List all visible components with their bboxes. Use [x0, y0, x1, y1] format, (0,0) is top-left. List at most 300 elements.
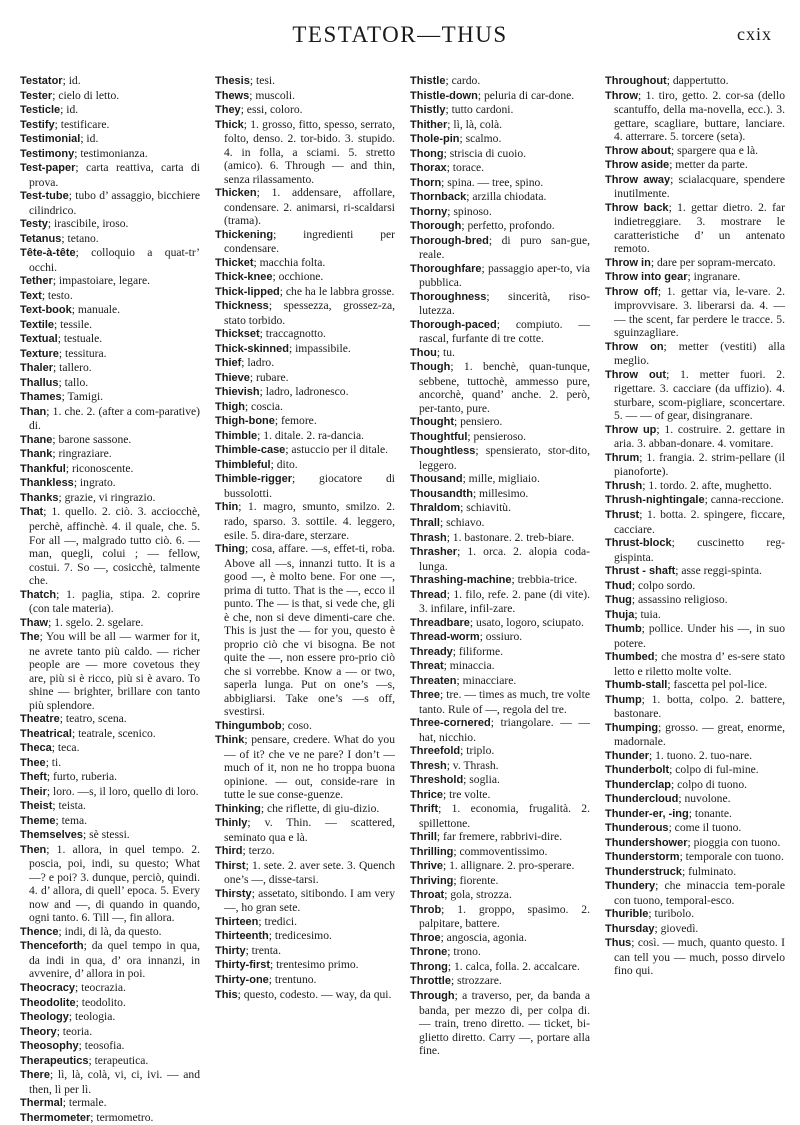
entry-translation: ; teocrazia.: [75, 981, 126, 994]
entry-headword: Tester: [20, 89, 53, 102]
dictionary-entry: [215, 256, 395, 271]
entry-translation: ; di puro san-gue, reale.: [419, 233, 590, 262]
dictionary-entry: [215, 500, 395, 542]
entry-headword: Thimbleful: [215, 458, 271, 471]
dictionary-entry: [410, 545, 590, 573]
entry-translation: ; teca.: [51, 741, 80, 755]
dictionary-entry: [410, 531, 590, 546]
entry-headword: Testator: [20, 75, 63, 87]
entry-translation: ; strozzare.: [450, 974, 502, 988]
entry-translation: ; nuvolone.: [678, 792, 731, 806]
dictionary-entry: [605, 508, 785, 536]
entry-headword: Thaw: [20, 616, 49, 629]
entry-headword: Thin: [215, 501, 239, 514]
entry-headword: Thirst: [215, 859, 246, 872]
entry-translation: ; ingrato.: [73, 476, 116, 490]
entry-headword: Tetanus: [20, 232, 62, 245]
dictionary-entry: [215, 371, 395, 386]
dictionary-entry: [20, 232, 200, 247]
entry-headword: Thumb: [605, 623, 642, 636]
dictionary-entry: [410, 630, 590, 645]
dictionary-entry: [215, 414, 395, 429]
entry-translation: ; teista.: [52, 799, 86, 813]
entry-translation: ; spinoso.: [447, 204, 492, 218]
entry-headword: Tether: [20, 275, 53, 288]
entry-translation: ; irascibile, iroso.: [47, 217, 129, 231]
entry-headword: Thinking: [215, 802, 261, 815]
dictionary-entry: [215, 958, 395, 973]
entry-translation: ; a traverso, per, da banda a banda, per mezzo di, per colpa di. — train, treno diretto. — ticket, bi-glietto diretto. Carry —, portare alla fine.: [419, 989, 590, 1058]
entry-headword: Thousand: [410, 473, 463, 486]
dictionary-entry: [410, 744, 590, 759]
dictionary-entry: [605, 622, 785, 650]
dictionary-entry: [605, 693, 785, 721]
entry-headword: Thickset: [215, 328, 260, 341]
entry-translation: ; 1. calca, folla. 2. accalcare.: [447, 959, 580, 973]
entry-headword: Textual: [20, 333, 58, 346]
dictionary-entry: [605, 879, 785, 907]
dictionary-entry: [20, 630, 200, 712]
entry-headword: Thermal: [20, 1097, 63, 1110]
entry-headword: Thinly: [215, 817, 248, 830]
entry-headword: Their: [20, 785, 47, 798]
dictionary-entry: [410, 773, 590, 788]
dictionary-entry: [20, 981, 200, 996]
dictionary-entry: [605, 836, 785, 851]
dictionary-entry: [215, 929, 395, 944]
entry-translation: ; asse reggi-spinta.: [675, 564, 762, 578]
entry-headword: Thirteenth: [215, 930, 269, 943]
dictionary-entry: [215, 915, 395, 930]
dictionary-entry: [20, 303, 200, 318]
dictionary-entry: [20, 332, 200, 347]
entry-headword: Threshold: [410, 774, 464, 787]
dictionary-entry: [410, 659, 590, 674]
entry-headword: Thorough-paced: [410, 318, 497, 331]
entry-headword: Thimble: [215, 429, 258, 442]
entry-translation: ; così. — much, quanto questo. I can tell you — much, posso dirvelo fino qui.: [614, 936, 785, 978]
entry-translation: ; colloquio a quat-tr’ occhi.: [29, 246, 200, 274]
entry-translation: ; tubo d’ assaggio, bicchiere cilindrico.: [29, 189, 200, 217]
entry-translation: ; compiuto. — rascal, furfante di tre cotte.: [419, 317, 590, 346]
entry-headword: Throe: [410, 931, 441, 944]
dictionary-entry: [20, 1025, 200, 1040]
dictionary-entry: [215, 719, 395, 734]
entry-translation: ; 1. frangia. 2. strim-pellare (il pianoforte).: [614, 450, 785, 479]
dictionary-entry: [410, 974, 590, 989]
dictionary-entry: [410, 616, 590, 631]
entry-headword: Thumping: [605, 721, 659, 734]
entry-translation: ; 1. gettar dietro. 2. far indietreggiare. 3. mostrare le caratteristiche d’ un antenato remoto.: [614, 200, 786, 256]
entry-translation: ; pensiero.: [453, 415, 503, 429]
entry-translation: ; turibolo.: [648, 907, 695, 921]
entry-translation: ; passaggio aper-to, via pubblica.: [419, 261, 590, 290]
entry-headword: Thug: [605, 594, 632, 607]
entry-headword: Thick-lipped: [215, 285, 280, 298]
entry-translation: ; 1. paglia, stipa. 2. coprire (con tale materia).: [29, 587, 200, 616]
entry-headword: Throw away: [605, 173, 671, 186]
entry-headword: Thunder-er, -ing: [605, 807, 689, 820]
entry-headword: Thesis: [215, 75, 250, 87]
entry-translation: ; assetato, sitibondo. I am very —, ho gran sete.: [224, 886, 395, 915]
entry-translation: ; fiorente.: [453, 873, 499, 887]
entry-translation: ; canna-reccione.: [704, 493, 784, 507]
dictionary-entry: [410, 318, 590, 346]
entry-headword: Testimony: [20, 147, 75, 160]
entry-translation: ; terzo.: [242, 844, 275, 858]
entry-headword: Thrall: [410, 516, 440, 529]
entry-translation: ; tutto cardoni.: [445, 103, 514, 117]
entry-headword: Thornback: [410, 191, 467, 204]
dictionary-entry: [410, 74, 590, 89]
entry-translation: ; v. Thrash.: [446, 758, 499, 772]
entry-headword: Thrift: [410, 803, 439, 816]
dictionary-entry: [215, 103, 395, 118]
dictionary-entry: [605, 807, 785, 822]
entry-translation: ; traccagnotto.: [259, 327, 326, 341]
entry-translation: ; 1. sete. 2. aver sete. 3. Quench one’s —, disse-tarsi.: [224, 858, 395, 887]
entry-headword: Theist: [20, 800, 53, 813]
dictionary-entry: [605, 850, 785, 865]
dictionary-entry: [605, 763, 785, 778]
entry-translation: ; cuscinetto reg-gispinta.: [614, 536, 785, 564]
dictionary-entry: [20, 118, 200, 133]
entry-translation: ; 1. che. 2. (after a com-parative) di.: [29, 404, 200, 433]
entry-headword: Throw in: [605, 256, 651, 269]
dictionary-entry: [215, 342, 395, 357]
entry-translation: ; dare per sopram-mercato.: [650, 255, 776, 269]
entry-translation: ; 1. metter fuori. 2. rigettare. 3. cacciare (da uffizio). 4. sturbare, scom-pigliare, sconcertare. 5. — — of gear, disingranare.: [614, 367, 785, 423]
dictionary-entry: [215, 988, 395, 1003]
entry-headword: Testify: [20, 118, 55, 131]
dictionary-entry: [410, 219, 590, 234]
entry-headword: Thickness: [215, 300, 269, 313]
entry-translation: ; temporale con tuono.: [679, 850, 784, 864]
dictionary-entry: [20, 476, 200, 491]
dictionary-entry: [20, 376, 200, 391]
entry-headword: Thrush-nightingale: [605, 494, 705, 507]
dictionary-entry: [410, 716, 590, 744]
dictionary-entry: [215, 356, 395, 371]
dictionary-entry: [605, 89, 785, 144]
entry-headword: Than: [20, 405, 47, 418]
dictionary-entry: [410, 945, 590, 960]
dictionary-entry: [20, 712, 200, 727]
dictionary-entry: [410, 903, 590, 931]
entry-translation: ; ladro, ladronesco.: [259, 385, 349, 399]
entry-translation: ; testuale.: [57, 332, 103, 346]
entry-translation: ; tallero.: [53, 361, 92, 375]
dictionary-entry: [20, 103, 200, 118]
entry-translation: ; tetano.: [61, 231, 99, 245]
dictionary-entry: [605, 936, 785, 978]
entry-translation: ; tallo.: [58, 375, 89, 389]
entry-headword: Thallus: [20, 376, 59, 389]
entry-translation: ; barone sassone.: [52, 432, 132, 446]
entry-translation: ; mille, migliaio.: [462, 472, 540, 486]
entry-headword: Thigh-bone: [215, 415, 275, 428]
entry-translation: ; teosofia.: [78, 1039, 125, 1053]
dictionary-entry: [20, 996, 200, 1011]
entry-translation: ; dito.: [270, 457, 298, 471]
dictionary-entry: [215, 816, 395, 844]
entry-headword: Thistly: [410, 104, 446, 117]
entry-translation: ; spina. — tree, spino.: [441, 175, 544, 189]
entry-translation: ; fulminato.: [682, 864, 737, 878]
dictionary-entry: [20, 1096, 200, 1111]
dictionary-entry: [605, 792, 785, 807]
dictionary-entry: [605, 536, 785, 564]
entry-translation: ; peluria di car-done.: [477, 88, 575, 102]
entry-translation: ; teodolito.: [75, 995, 126, 1009]
entry-headword: They: [215, 104, 241, 117]
entry-headword: Thimble-rigger: [215, 473, 293, 486]
entry-translation: ; ringraziare.: [52, 447, 112, 461]
entry-translation: ; come il tuono.: [668, 821, 742, 835]
dictionary-entry: [20, 1111, 200, 1125]
entry-translation: ; spessezza, grossez-za, stato torbido.: [224, 299, 395, 327]
entry-headword: Thane: [20, 433, 53, 446]
entry-translation: ; tessile.: [54, 317, 93, 331]
entry-headword: Thraldom: [410, 502, 461, 515]
entry-headword: Testicle: [20, 104, 61, 117]
entry-translation: ; commoventissimo.: [453, 844, 548, 858]
entry-headword: Throw into gear: [605, 271, 688, 284]
dictionary-entry: [605, 423, 785, 451]
entry-headword: Thorny: [410, 205, 448, 218]
entry-translation: ; cosa, affare. —s, effet-ti, roba. Above all —s, innanzi tutto. It is a good —, è molto bene. For one —, prima di tutto. That is the —, ecco il punto. The — is that, si vede che, gli è che, non si deve dimenti-care che. This is just the — for you, questo è proprio ciò che vi bisogna. Be not quite the —, non essere pro-prio ciò che si vorrebbe. Know a — or two, saperla lunga. Put on one’s —s, abbigliarsi. Take one’s —s off, svestirsi.: [224, 542, 395, 719]
dictionary-entry: [20, 1010, 200, 1025]
dictionary-entry: [410, 290, 590, 318]
entry-headword: Thanks: [20, 491, 59, 504]
entry-headword: Themselves: [20, 829, 83, 842]
entry-headword: Theft: [20, 771, 47, 784]
entry-headword: Thank: [20, 448, 53, 461]
entry-translation: ; manuale.: [71, 303, 121, 317]
entry-translation: ; giocatore di bussolotti.: [224, 472, 395, 500]
entry-translation: ; angoscia, agonia.: [440, 930, 527, 944]
entry-headword: Think: [215, 734, 245, 747]
entry-headword: Thoughtless: [410, 445, 476, 458]
entry-translation: ; ti.: [45, 755, 62, 769]
entry-headword: Thready: [410, 645, 453, 658]
dictionary-entry: [410, 346, 590, 361]
column-2: [215, 74, 395, 1110]
entry-translation: ; spensierato, stor-dito, leggero.: [419, 444, 590, 472]
dictionary-entry: [410, 588, 590, 616]
dictionary-entry: [605, 368, 785, 423]
entry-headword: Thole-pin: [410, 133, 460, 146]
entry-translation: ; torace.: [446, 161, 485, 175]
entry-translation: ; id.: [80, 132, 99, 146]
dictionary-entry: [20, 433, 200, 448]
entry-translation: ; You will be all — warmer for it, ne avrete tanto più caldo. — richer people are — more covetous they are, più si è ricco, più si è avaro. To shine — brighter, brillare con tanto più splendore.: [29, 630, 200, 712]
entry-headword: This: [215, 988, 238, 1001]
entry-headword: Thieve: [215, 371, 250, 384]
dictionary-entry: [410, 573, 590, 588]
entry-translation: ; trono.: [447, 945, 481, 959]
dictionary-entry: [20, 785, 200, 800]
entry-columns: [20, 74, 790, 1124]
entry-headword: Thump: [605, 693, 642, 706]
entry-translation: ; rubare.: [249, 370, 289, 384]
column-4: [605, 74, 785, 1110]
dictionary-entry: [605, 173, 785, 201]
dictionary-entry: [215, 542, 395, 719]
dictionary-entry: [410, 190, 590, 205]
entry-headword: Thundery: [605, 880, 656, 893]
entry-headword: Thud: [605, 579, 632, 592]
dictionary-entry: [20, 189, 200, 217]
dictionary-entry: [410, 360, 590, 415]
entry-translation: ; impastoiare, legare.: [52, 274, 151, 288]
dictionary-entry: [20, 814, 200, 829]
entry-headword: Thong: [410, 147, 444, 160]
dictionary-entry: [410, 688, 590, 716]
entry-headword: Throng: [410, 960, 448, 973]
dictionary-entry: [215, 327, 395, 342]
dictionary-entry: [20, 390, 200, 405]
dictionary-entry: [605, 285, 785, 340]
entry-headword: Thick-skinned: [215, 342, 289, 355]
dictionary-entry: [410, 430, 590, 445]
entry-headword: Throw up: [605, 423, 657, 436]
entry-headword: Thatch: [20, 588, 57, 601]
dictionary-entry: [215, 89, 395, 104]
entry-headword: Throw off: [605, 285, 658, 298]
entry-translation: ; usato, logoro, sciupato.: [469, 615, 584, 629]
entry-headword: Thews: [215, 89, 250, 102]
entry-headword: Thriving: [410, 874, 454, 887]
entry-translation: ; sè stessi.: [82, 828, 130, 842]
entry-translation: ; termometro.: [90, 1110, 154, 1124]
entry-headword: Thickening: [215, 228, 274, 241]
entry-headword: Thick: [215, 118, 244, 131]
entry-translation: ; trentesimo primo.: [270, 958, 359, 972]
entry-translation: ; v. Thin. — scattered, seminato qua e là.: [224, 816, 395, 844]
dictionary-entry: [605, 678, 785, 693]
entry-headword: Thread-worm: [410, 631, 480, 644]
entry-translation: ; tre volte.: [443, 787, 491, 801]
entry-headword: Through: [410, 990, 455, 1002]
dictionary-entry: [20, 361, 200, 376]
entry-translation: ; carta reattiva, carta di prova.: [29, 161, 200, 189]
entry-headword: Throb: [410, 903, 442, 916]
dictionary-entry: [20, 89, 200, 104]
dictionary-entry: [215, 802, 395, 817]
entry-translation: ; spargere qua e là.: [671, 143, 759, 157]
entry-translation: ; pensieroso.: [467, 429, 527, 443]
dictionary-entry: [605, 907, 785, 922]
entry-translation: ; ossiuro.: [479, 630, 523, 644]
entry-headword: Thrice: [410, 788, 444, 801]
entry-headword: Threaten: [410, 674, 457, 687]
entry-headword: Thee: [20, 756, 46, 769]
entry-headword: Thoroughness: [410, 290, 487, 303]
entry-translation: ; macchia folta.: [253, 255, 326, 269]
dictionary-entry: [410, 415, 590, 430]
entry-headword: Theocracy: [20, 982, 76, 994]
entry-headword: Threadbare: [410, 616, 470, 629]
entry-headword: Theatre: [20, 713, 60, 726]
dictionary-entry: [20, 799, 200, 814]
entry-translation: ; lì, là, colà, vi, ci, ivi. — and then, lì per lì.: [29, 1068, 200, 1096]
entry-headword: Thundercloud: [605, 793, 679, 806]
entry-translation: ; terapeutica.: [88, 1053, 149, 1067]
entry-headword: Thither: [410, 118, 448, 131]
dictionary-entry: [410, 444, 590, 472]
dictionary-entry: [410, 859, 590, 874]
dictionary-entry: [605, 256, 785, 271]
dictionary-entry: [215, 458, 395, 473]
dictionary-entry: [410, 960, 590, 975]
dictionary-entry: [410, 874, 590, 889]
entry-headword: Thorough-bred: [410, 234, 489, 247]
entry-translation: ; tesi.: [249, 74, 275, 87]
entry-headword: Thrill: [410, 831, 437, 844]
dictionary-entry: [20, 274, 200, 289]
entry-translation: ; astuccio per il ditale.: [285, 443, 389, 457]
entry-headword: Theca: [20, 742, 52, 755]
entry-headword: That: [20, 506, 44, 519]
dictionary-entry: [20, 828, 200, 843]
entry-translation: ; 1. ditale. 2. ra-dancia.: [257, 428, 365, 442]
entry-translation: ; testimonianza.: [74, 146, 148, 160]
dictionary-entry: [410, 487, 590, 502]
entry-translation: ; grazie, vi ringrazio.: [58, 490, 156, 504]
entry-translation: ; da quel tempo in qua, da indi in qua, d’ ora innanzi, in avvenire, d’ allora in poi.: [29, 939, 200, 981]
entry-headword: Text: [20, 289, 42, 302]
dictionary-entry: [20, 1068, 200, 1096]
entry-headword: Therapeutics: [20, 1054, 89, 1067]
dictionary-entry: [410, 234, 590, 262]
entry-headword: Thaler: [20, 362, 54, 375]
entry-translation: ; 1. botta. 2. spingere, ficcare, cacciare.: [614, 507, 785, 536]
entry-headword: Though: [410, 361, 451, 374]
dictionary-entry: [20, 462, 200, 477]
dictionary-entry: [215, 285, 395, 300]
entry-translation: ; metter da parte.: [669, 158, 748, 172]
entry-headword: Test-tube: [20, 190, 69, 203]
entry-translation: ; tessitura.: [58, 346, 107, 360]
entry-headword: Thunderstruck: [605, 865, 683, 878]
entry-translation: ; 1. tuono. 2. tuo-nare.: [649, 748, 753, 762]
entry-headword: Throw back: [605, 201, 669, 214]
dictionary-entry: [20, 939, 200, 981]
entry-translation: ; 1. allora, in quel tempo. 2. poscia, poi, indi, su questo; What —? e poi? 3. dunque, perciò, quindi. 4. d’ allora, di quell’ epoca. 5. Every now and —, di quando in quando, ogni tanto. 6. Till —, fin allora.: [29, 842, 200, 925]
dictionary-entry: [605, 201, 785, 256]
entry-translation: ; soglia.: [463, 773, 500, 787]
dictionary-entry: [605, 451, 785, 479]
entry-headword: Thicken: [215, 187, 257, 200]
dictionary-entry: [605, 564, 785, 579]
entry-translation: ; tredici.: [258, 914, 298, 928]
entry-headword: Three: [410, 689, 440, 702]
entry-headword: Thunderstorm: [605, 851, 680, 864]
entry-translation: ; 1. tiro, getto. 2. cor-sa (dello scantuffo, della ma-novella, ecc.). 3. gettare, scagliare, buttare, lanciare. 4. atterrare. 5. torcere (seta).: [614, 88, 785, 144]
entry-translation: ; triangolare. — — hat, nicchio.: [419, 716, 590, 744]
dictionary-entry: [410, 888, 590, 903]
entry-translation: ; 1. bastonare. 2. treb-biare.: [446, 530, 575, 544]
entry-headword: Throw: [605, 89, 638, 102]
entry-translation: ; 1. benchè, quan-tunque, sebbene, tuttochè, ammesso pure, ancorchè, quand’ anche. 2. però, per-tanto, pure.: [419, 360, 590, 415]
dictionary-entry: [215, 944, 395, 959]
entry-translation: ; ladro.: [241, 356, 275, 370]
dictionary-entry: [215, 186, 395, 228]
dictionary-entry: [215, 74, 395, 89]
dictionary-entry: [410, 472, 590, 487]
entry-translation: ; tre. — times as much, tre volte tanto. Rule of —, regola del tre.: [419, 688, 590, 716]
